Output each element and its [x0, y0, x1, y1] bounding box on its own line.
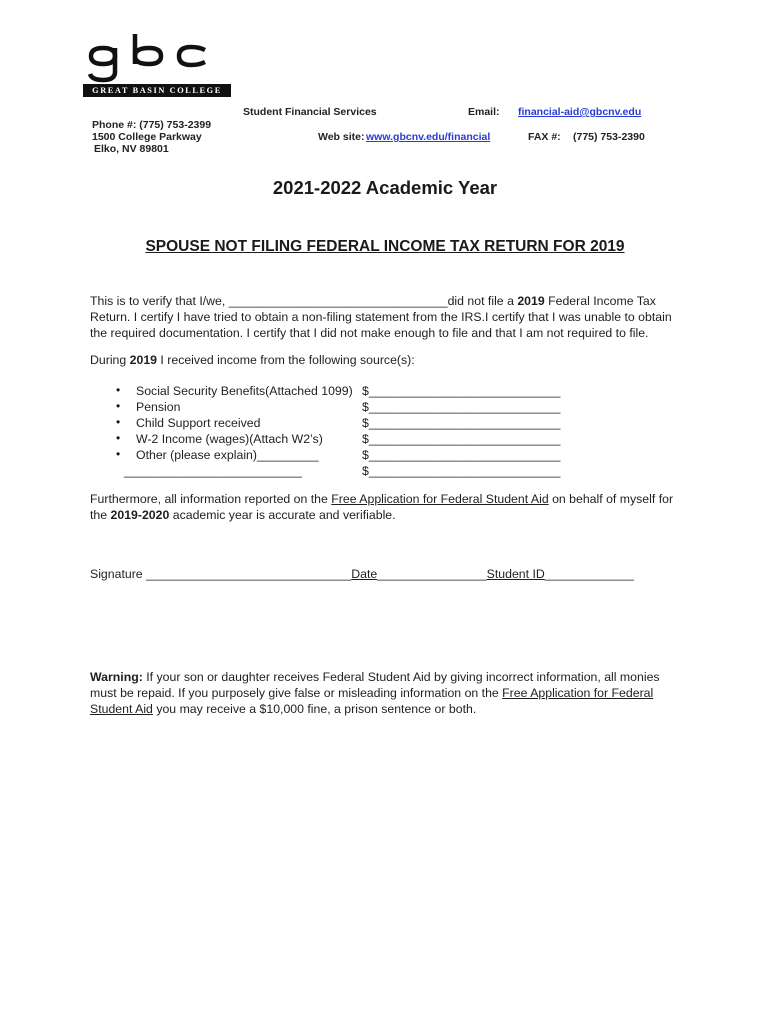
- fax-label: FAX #:: [528, 131, 561, 143]
- logo-banner: GREAT BASIN COLLEGE: [83, 84, 231, 97]
- warning-label: Warning:: [90, 670, 143, 684]
- email-link[interactable]: financial-aid@gbcnv.edu: [518, 106, 642, 118]
- date-label: Date: [351, 567, 378, 581]
- department-name: Student Financial Services: [243, 106, 377, 118]
- income-source-label: Child Support received: [136, 416, 261, 430]
- website-link[interactable]: www.gbcnv.edu/financial: [366, 131, 491, 143]
- list-bullet: •: [116, 399, 121, 413]
- warning-line-2: must be repaid. If you purposely give false or misleading information on the Free Application for Federal: [90, 686, 654, 700]
- fafsa-link[interactable]: Free Application for Federal: [502, 686, 654, 700]
- list-bullet: •: [116, 383, 121, 397]
- warning-line-3: Student Aid you may receive a $10,000 fine, a prison sentence or both.: [90, 702, 477, 716]
- website-label: Web site:: [318, 131, 365, 143]
- income-amount-field[interactable]: $____________________________: [362, 400, 561, 414]
- income-source-label: Social Security Benefits(Attached 1099): [136, 384, 353, 398]
- verify-line-2: Return. I certify I have tried to obtain a non-filing statement from the IRS.I certify that I was unable to obtain: [90, 310, 672, 324]
- signature-field[interactable]: ______________________________: [146, 567, 352, 581]
- furthermore-line-2: the 2019-2020 academic year is accurate and verifiable.: [90, 508, 396, 522]
- warning-line-1: Warning: If your son or daughter receives Federal Student Aid by giving incorrect information, all monies: [90, 670, 660, 684]
- fax-number: (775) 753-2390: [573, 131, 645, 143]
- furthermore-line-1: Furthermore, all information reported on the Free Application for Federal Student Aid on behalf of myself for: [90, 492, 674, 506]
- income-amount-field[interactable]: $____________________________: [362, 448, 561, 462]
- student-id-field[interactable]: _____________: [544, 567, 634, 581]
- income-source-label: Pension: [136, 400, 181, 414]
- phone-number: Phone #: (775) 753-2399: [92, 119, 212, 131]
- income-source-label: W-2 Income (wages)(Attach W2’s): [136, 432, 323, 446]
- address-line-1: 1500 College Parkway: [92, 131, 202, 143]
- income-amount-field[interactable]: $____________________________: [362, 384, 561, 398]
- income-source-label: Other (please explain)_________: [136, 448, 319, 462]
- other-explain-field[interactable]: __________________________: [124, 464, 302, 478]
- list-bullet: •: [116, 415, 121, 429]
- email-label: Email:: [468, 106, 500, 118]
- verify-line-3: the required documentation. I certify that I did not make enough to file and that I am not required to file.: [90, 326, 649, 340]
- form-subtitle: SPOUSE NOT FILING FEDERAL INCOME TAX RETURN FOR 2019: [145, 238, 625, 255]
- income-amount-field[interactable]: $____________________________: [362, 432, 561, 446]
- student-id-label: Student ID: [486, 567, 545, 581]
- income-intro: During 2019 I received income from the following source(s):: [90, 353, 415, 367]
- address-line-2: Elko, NV 89801: [94, 143, 169, 155]
- signature-line: Signature ______________________________Date________________Student ID_____________: [90, 567, 634, 581]
- income-amount-field[interactable]: $____________________________: [362, 464, 561, 478]
- list-bullet: •: [116, 447, 121, 461]
- name-blank[interactable]: ________________________________: [228, 294, 448, 308]
- verify-line-1: This is to verify that I/we, ________________________________did not file a 2019 Federal Income Tax: [90, 294, 656, 308]
- fafsa-link[interactable]: Student Aid: [90, 702, 153, 716]
- list-bullet: •: [116, 431, 121, 445]
- page-title: 2021-2022 Academic Year: [272, 177, 498, 198]
- date-field[interactable]: ________________: [377, 567, 487, 581]
- income-amount-field[interactable]: $____________________________: [362, 416, 561, 430]
- fafsa-link[interactable]: Free Application for Federal Student Aid: [331, 492, 549, 506]
